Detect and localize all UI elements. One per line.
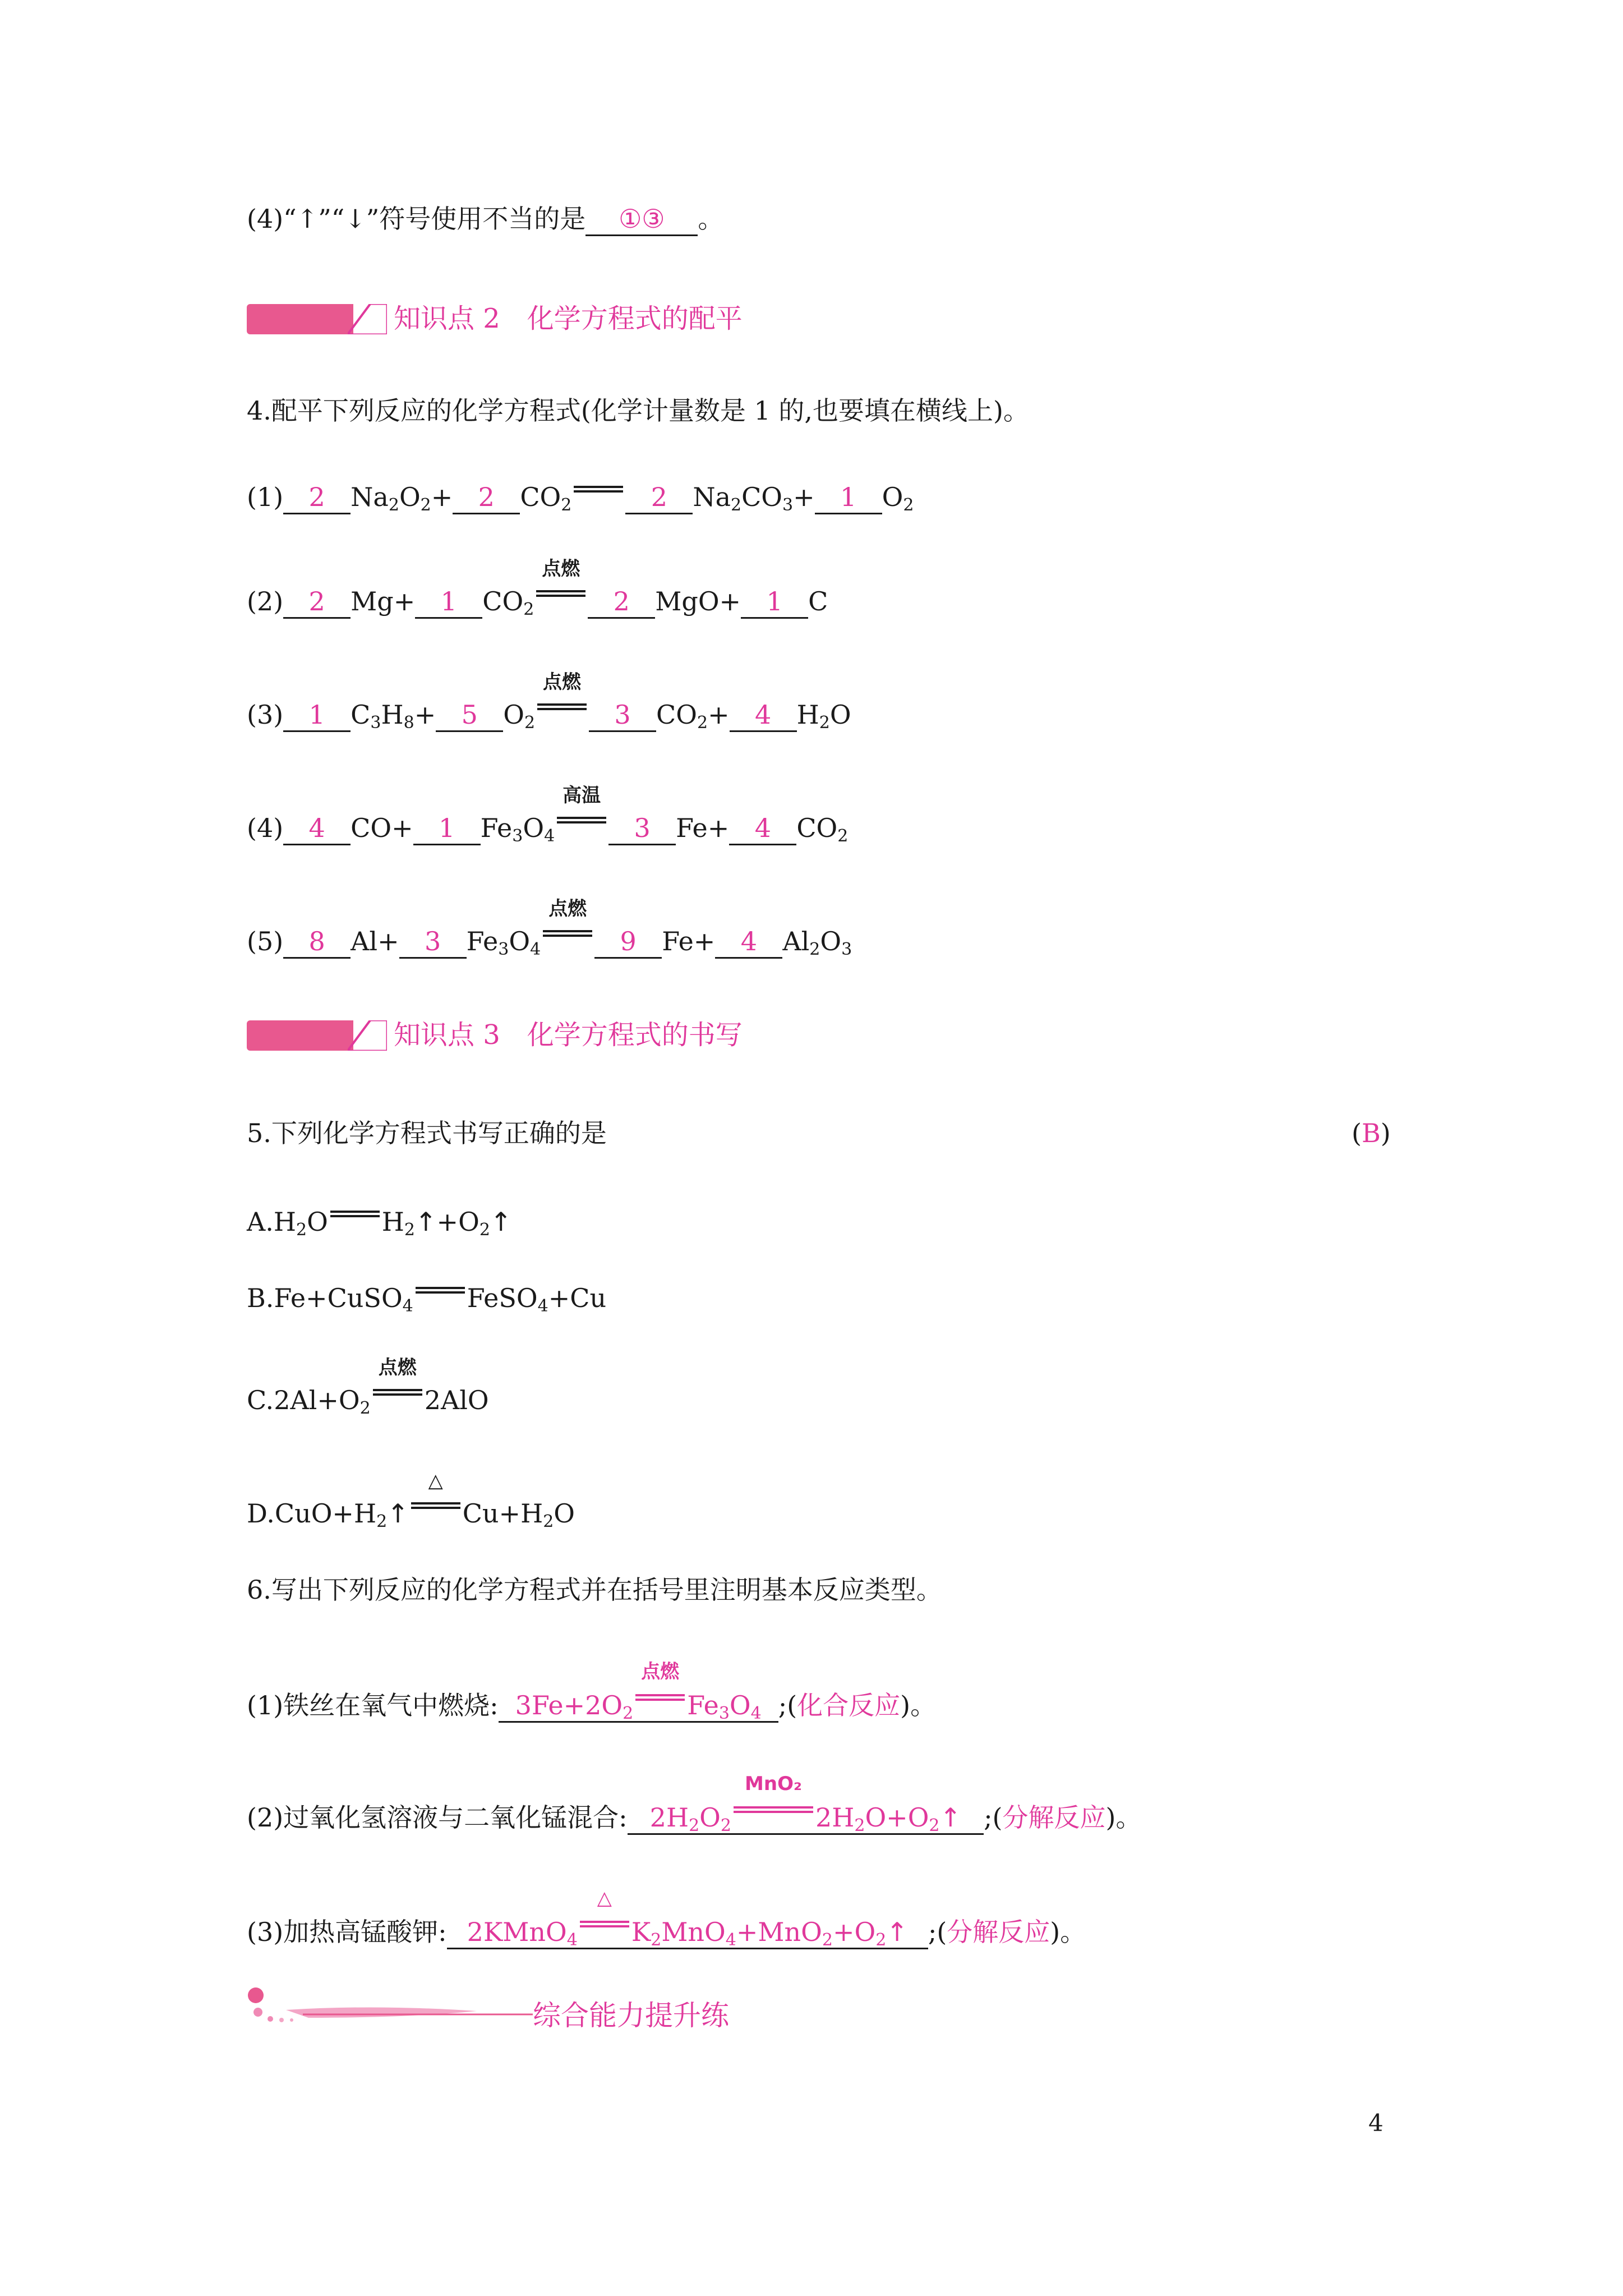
equals-sign: [571, 472, 625, 506]
q3-item4-answer: ①③: [619, 204, 665, 234]
reaction-condition-sign: [555, 784, 608, 837]
q6-item-1: (1)铁丝在氧气中燃烧: $3Fe+2O_2$ 点燃 $Fe_3O_4$ ;(化合反应)。: [247, 1681, 936, 1723]
q4-item-5: (5) 8 Al+ 3 $Fe_3O_4$ 点燃 9 Fe+ 4 $Al_2O_3$: [247, 917, 852, 959]
coef-answer: 3: [425, 926, 441, 956]
reaction-condition-sign: [633, 1660, 687, 1714]
condition-label: 点燃: [378, 1356, 417, 1379]
coef-blank[interactable]: [729, 812, 796, 845]
condition-label: 点燃: [641, 1660, 680, 1683]
q6-item-3: (3)加热高锰酸钾: 2KMnO$_4$ △ $K_2MnO_4+MnO_2+O_2↑$ ;(分解反应)。: [247, 1907, 1086, 1949]
coef-blank[interactable]: [283, 586, 351, 619]
reaction-condition-sign: [535, 671, 589, 724]
equals-sign: [328, 1197, 382, 1231]
q5-stem: [247, 1116, 607, 1150]
reaction-condition-sign: [731, 1773, 815, 1826]
coef-answer: 4: [740, 926, 757, 956]
q5-stem-text: 5.下列化学方程式书写正确的是: [247, 1118, 607, 1148]
coef-answer: 2: [478, 482, 495, 512]
reaction-condition-sign: [371, 1356, 425, 1409]
equals-sign: [413, 1273, 467, 1307]
condition-label: △: [428, 1470, 443, 1492]
q5-option-c[interactable]: $C.2Al+O_2$ 点燃 2AlO: [247, 1375, 489, 1417]
coef-blank[interactable]: [589, 699, 656, 732]
equation-answer: $3Fe+2O_2$ 点燃 $Fe_3O_4$: [515, 1690, 762, 1720]
coef-answer: 2: [308, 586, 325, 616]
coef-answer: 1: [438, 813, 455, 843]
condition-label: 点燃: [543, 671, 582, 693]
ability-section-banner: [241, 1983, 746, 2033]
q5-option-a[interactable]: $A.H_2O$ $H_2↑+O_2↑$: [247, 1197, 511, 1239]
option-letter: C.: [247, 1385, 274, 1415]
coef-answer: 1: [766, 586, 783, 616]
coef-blank[interactable]: [283, 812, 351, 845]
q6-item-2: (2)过氧化氢溶液与二氧化锰混合: $2H_2O_2$ MnO₂ $2H_2O+O_2↑$ ;(分解反应)。: [247, 1793, 1141, 1835]
item-number: (5): [247, 926, 284, 956]
page-number: 4: [1368, 2109, 1384, 2137]
coef-blank[interactable]: [594, 926, 662, 959]
coef-answer: 4: [754, 700, 772, 730]
brush-stroke-decoration: [241, 1983, 533, 2033]
condition-label: 高温: [562, 784, 601, 807]
q3-item4-text: (4)“↑”“↓”符号使用不当的是: [247, 204, 586, 234]
reaction-condition-sign: [541, 898, 594, 950]
q5-answer-bracket[interactable]: (B): [1352, 1118, 1391, 1148]
q4-item-2: (2) 2 Mg+ 1 $CO_2$ 点燃 2 MgO+ 1 C: [247, 577, 828, 619]
reaction-type-answer: 分解反应: [947, 1917, 1050, 1947]
option-letter: B.: [247, 1283, 274, 1313]
coef-blank[interactable]: [730, 699, 797, 732]
item-number: (3): [247, 700, 284, 730]
coef-blank[interactable]: [415, 586, 482, 619]
section-title: 知识点 2 化学方程式的配平: [394, 303, 743, 334]
equation-answer-blank[interactable]: [499, 1660, 778, 1723]
coef-answer: 5: [461, 700, 478, 730]
coef-answer: 1: [308, 700, 325, 730]
condition-label: 点燃: [542, 558, 580, 580]
q5-answer: B: [1361, 1118, 1381, 1148]
q6-item-prefix: (3)加热高锰酸钾:: [247, 1917, 447, 1947]
coef-blank[interactable]: [399, 926, 467, 959]
coef-blank[interactable]: [741, 586, 808, 619]
option-letter: D.: [247, 1498, 275, 1529]
condition-label: MnO₂: [745, 1773, 802, 1795]
q6-stem: 6.写出下列反应的化学方程式并在括号里注明基本反应类型。: [247, 1575, 942, 1605]
coef-blank[interactable]: [815, 481, 882, 514]
coef-answer: 8: [308, 926, 325, 956]
reaction-condition-sign: [578, 1887, 631, 1941]
section-slant-decoration: [348, 1020, 387, 1051]
coef-answer: 4: [308, 813, 325, 843]
coef-answer: 3: [614, 700, 631, 730]
q5-option-d[interactable]: $D.CuO+H_2↑$ △ $Cu+H_2O$: [247, 1489, 575, 1530]
coef-blank[interactable]: [413, 812, 481, 845]
section-tab-decoration: [247, 1020, 353, 1051]
ability-section-label: 综合能力提升练: [533, 1999, 729, 2032]
reaction-condition-sign: [534, 558, 588, 610]
q4-item-1: (1) 2 $Na_2O_2+ 2$ $CO_2$ 2 $Na_2CO_3+ 1$ $O_2$: [247, 472, 914, 514]
coef-answer: 9: [620, 926, 637, 956]
coef-answer: 1: [840, 482, 857, 512]
q4-item-4: (4) 4 CO+ 1 $Fe_3O_4$ 高温 3 Fe+ 4 $CO_2$: [247, 803, 848, 845]
option-letter: A.: [247, 1207, 274, 1237]
condition-label: △: [597, 1887, 612, 1910]
coef-answer: 4: [754, 813, 771, 843]
condition-label: 点燃: [548, 898, 587, 920]
coef-answer: 2: [651, 482, 667, 512]
q6-item-prefix: (1)铁丝在氧气中燃烧:: [247, 1690, 499, 1720]
section-slant-decoration: [348, 304, 387, 334]
q3-item4-suffix: 。: [698, 204, 724, 234]
q3-item4: [247, 202, 723, 236]
coef-answer: 3: [634, 813, 651, 843]
reaction-type-answer: 分解反应: [1002, 1802, 1106, 1833]
section-tab-decoration: [247, 304, 353, 334]
reaction-condition-sign: [409, 1470, 463, 1522]
equation-answer: 2KMnO$_4$ △ $K_2MnO_4+MnO_2+O_2↑$: [467, 1917, 908, 1947]
q6-item-prefix: (2)过氧化氢溶液与二氧化锰混合:: [247, 1802, 628, 1833]
coef-blank[interactable]: [283, 699, 351, 732]
coef-answer: 1: [440, 586, 457, 616]
coef-blank[interactable]: [283, 926, 351, 959]
q4-stem: 4.配平下列反应的化学方程式(化学计量数是 1 的,也要填在横线上)。: [247, 395, 1029, 426]
coef-blank[interactable]: [588, 586, 655, 619]
coef-blank[interactable]: [608, 812, 676, 845]
item-number: (4): [247, 813, 284, 843]
coef-blank[interactable]: [625, 481, 693, 514]
coef-blank[interactable]: [715, 926, 782, 959]
coef-blank[interactable]: [283, 481, 351, 514]
q4-item-3: (3) 1 $C_3H_8+ 5$ $O_2$ 点燃 3 $CO_2+ 4$ $H_2O$: [247, 690, 851, 732]
coef-answer: 2: [613, 586, 630, 616]
item-number: (1): [247, 482, 284, 512]
q3-item4-answer-blank[interactable]: [585, 203, 698, 236]
coef-blank[interactable]: [453, 481, 520, 514]
reaction-type-answer: 化合反应: [797, 1690, 901, 1720]
coef-blank[interactable]: [436, 699, 503, 732]
equation-answer-blank[interactable]: [628, 1773, 984, 1835]
q5-option-b[interactable]: B.Fe+CuSO$_4$ FeSO$_4$+Cu: [247, 1273, 606, 1315]
item-number: (2): [247, 586, 284, 616]
equation-answer: $2H_2O_2$ MnO₂ $2H_2O+O_2↑$: [650, 1802, 961, 1833]
coef-answer: 2: [308, 482, 325, 512]
section-title: 知识点 3 化学方程式的书写: [394, 1019, 743, 1051]
